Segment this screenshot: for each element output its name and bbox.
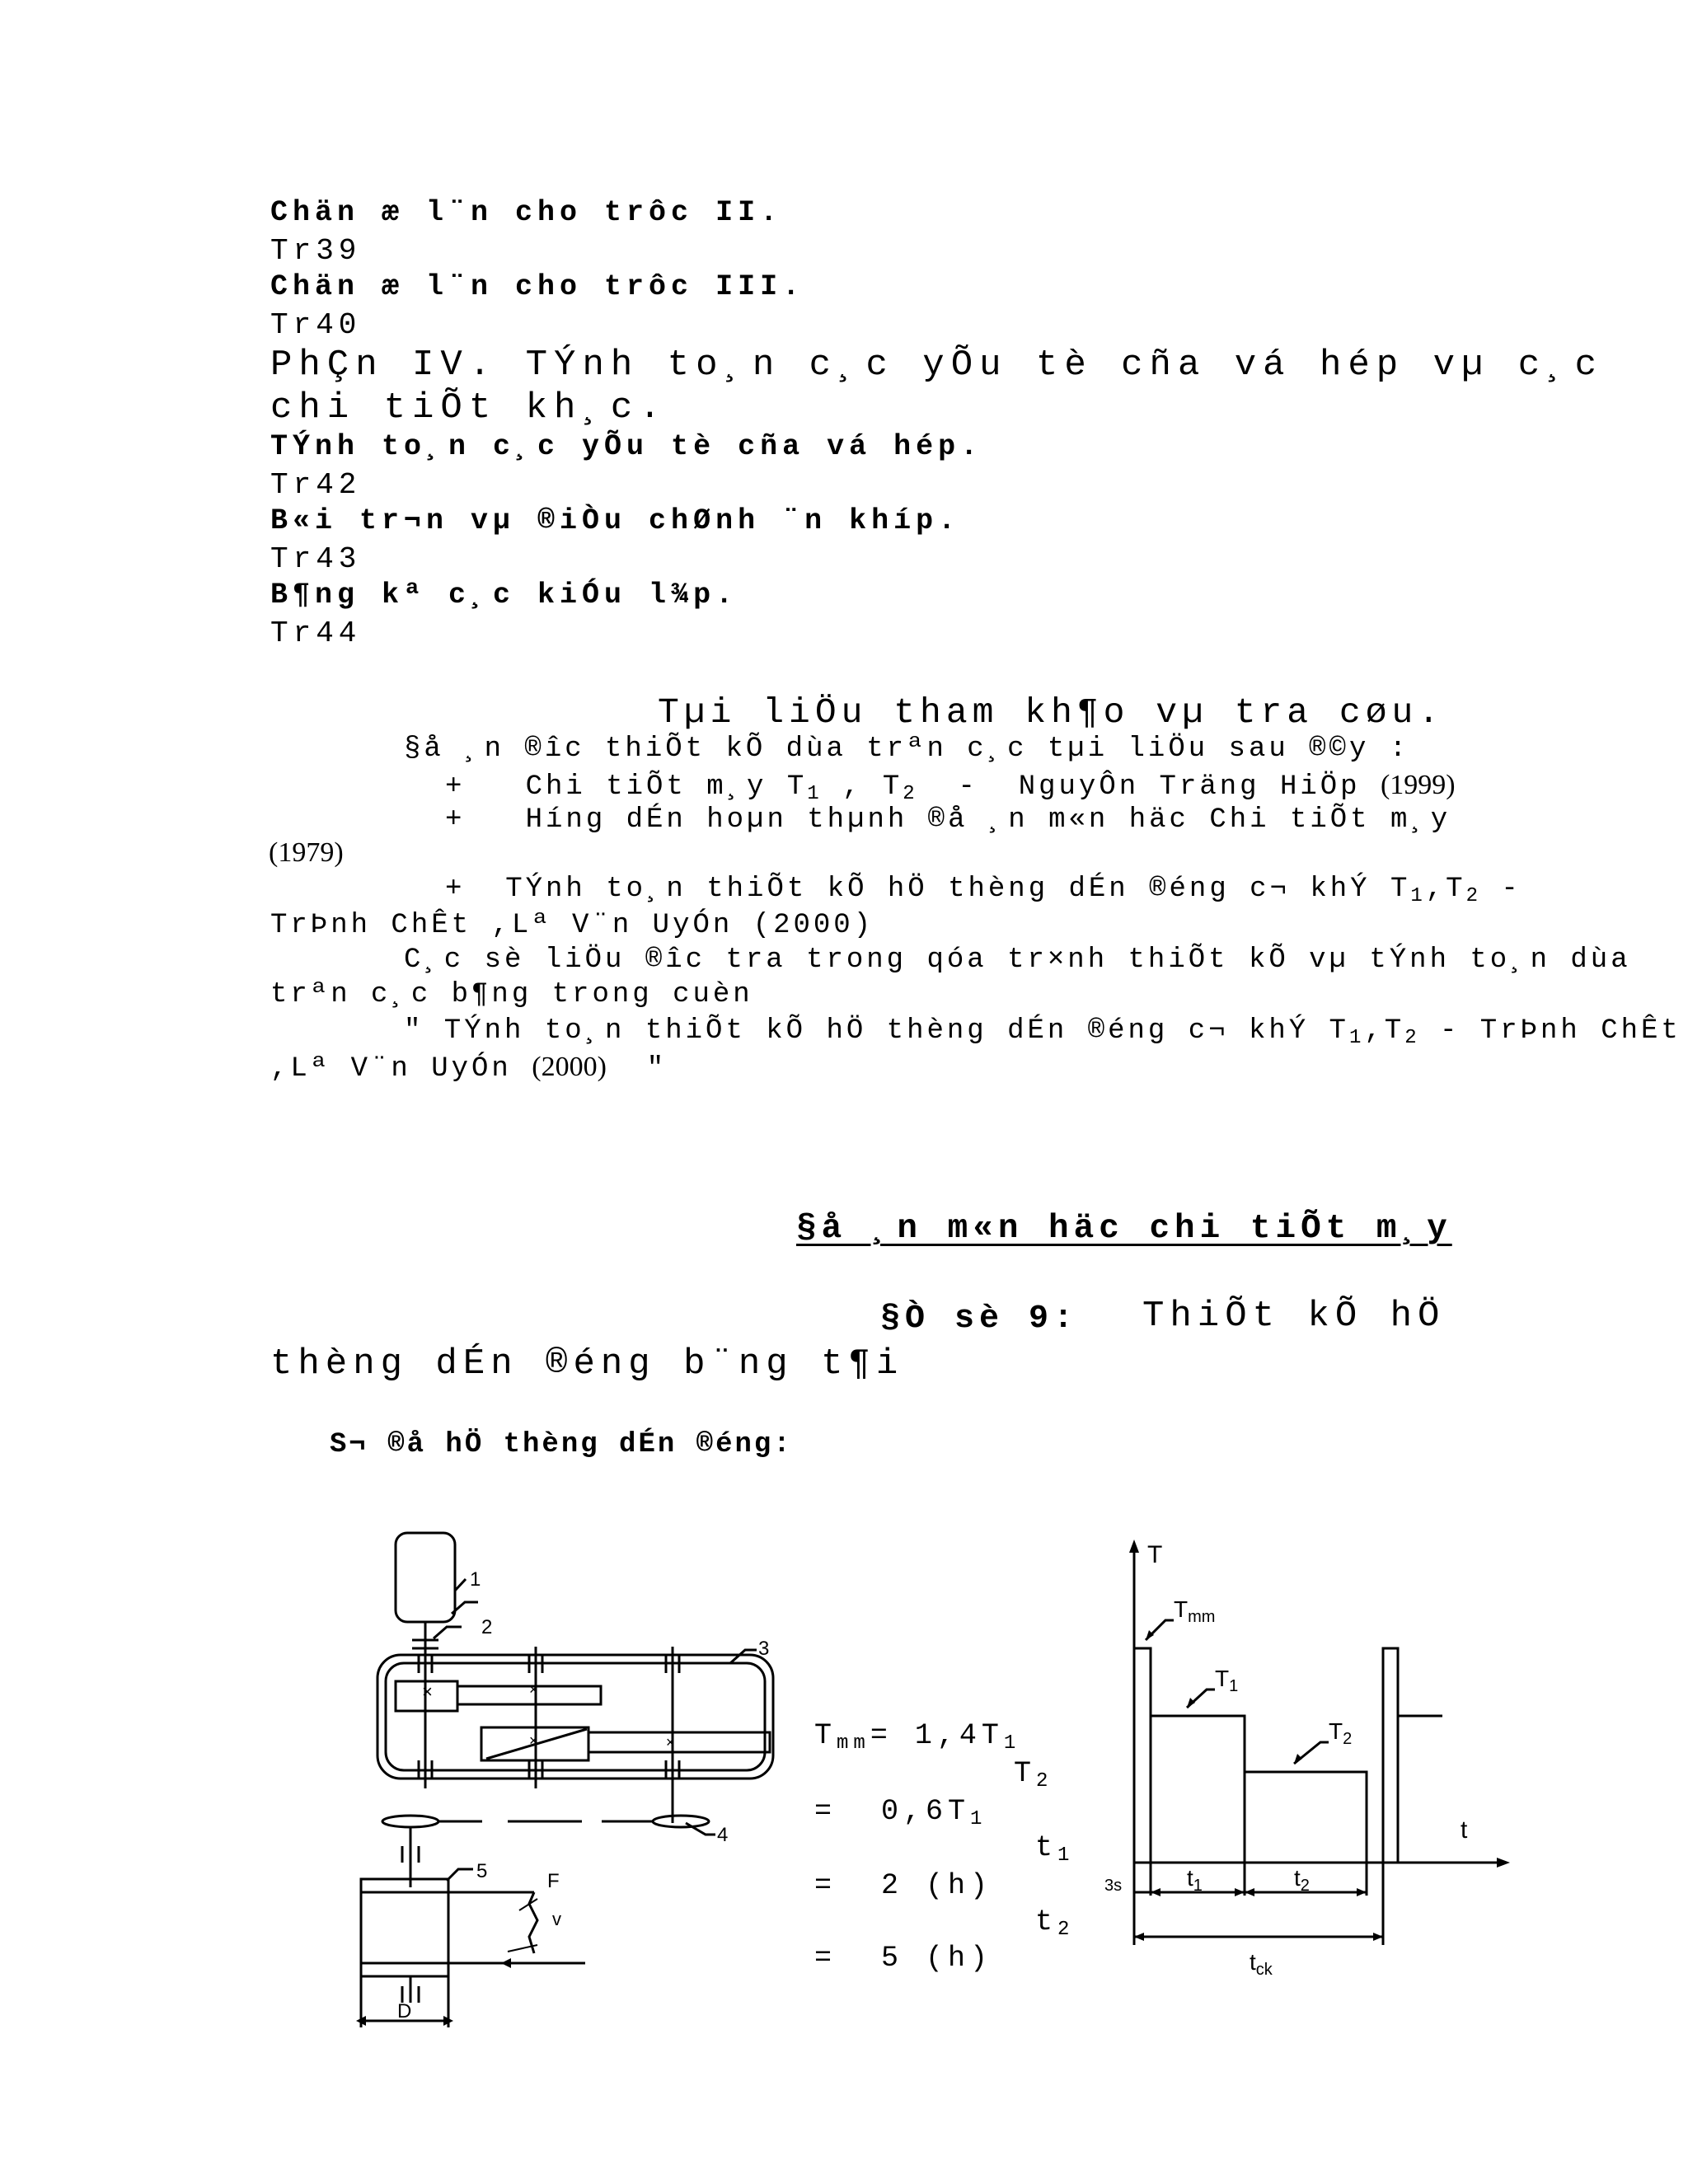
formula-tmm: $T_{mm}= 1,4T_1$ — [814, 1719, 1021, 1755]
label-4: 4 — [717, 1824, 729, 1846]
formula-t1-symbol: $t_1$ — [1035, 1831, 1075, 1867]
label-t1: $t_1$ — [1187, 1865, 1203, 1895]
load-time-graph — [1088, 1533, 1533, 1994]
drive-system-scheme — [346, 1516, 824, 2060]
label-5: 5 — [476, 1860, 488, 1882]
formula-t2-time-value: = 5 (h) — [814, 1942, 993, 1975]
toc-page-42: Tr42 — [270, 468, 362, 502]
note-line-3: " TÝnh to¸n thiÕt kÕ hÖ thèng dÉn ®éng c¬ khÝ $T_1,T_2$ - TrÞnh ChÊt — [404, 1015, 1681, 1049]
label-T1: $T_1$ — [1215, 1666, 1239, 1695]
formula-t2-time-symbol: $t_2$ — [1035, 1905, 1075, 1941]
references-intro: §å ¸n ®îc thiÕt kÕ dùa trªn c¸c tµi liÖu sau ®©y : — [404, 733, 1410, 765]
toc-line-housing: TÝnh to¸n c¸c yÕu tè cña vá hép. — [270, 430, 983, 463]
toc-page-43: Tr43 — [270, 542, 362, 576]
toc-line-bearing-shaft-2: Chän æ l¨n cho trôc II. — [270, 196, 783, 229]
scheme-label: S¬ ®å hÖ thèng dÉn ®éng: — [330, 1429, 793, 1460]
formula-t2-value: = $0,6T_1$ — [814, 1795, 987, 1830]
gear-mark-2: × — [529, 1681, 538, 1698]
toc-page-44: Tr44 — [270, 616, 362, 650]
toc-part-4-line-1: PhÇn IV. TÝnh to¸n c¸c yÕu tè cña vá hép vµ c¸c — [270, 344, 1604, 386]
label-speed-v: v — [552, 1909, 561, 1929]
axis-t-label: t — [1461, 1816, 1468, 1844]
toc-line-bearing-shaft-3: Chän æ l¨n cho trôc III. — [270, 270, 805, 303]
note-line-1: C¸c sè liÖu ®îc tra trong qóa tr×nh thiÕt kÕ vµ tÝnh to¸n dùa — [404, 944, 1631, 976]
note-line-2: trªn c¸c b¶ng trong cuèn — [270, 979, 753, 1010]
label-Tmm: $T_{mm}$ — [1174, 1596, 1216, 1626]
toc-page-40: Tr40 — [270, 308, 362, 342]
label-3: 3 — [758, 1638, 770, 1660]
formula-t1-value: = 2 (h) — [814, 1869, 993, 1902]
label-tck: $t_{ck}$ — [1250, 1949, 1273, 1979]
reference-3-line-2: TrÞnh ChÊt ,Lª V¨n UyÓn (2000) — [270, 910, 874, 941]
reference-2-year: (1979) — [269, 837, 344, 868]
label-T2: $T_2$ — [1329, 1718, 1353, 1748]
topic-title-line-1: ThiÕt kÕ hÖ — [1142, 1296, 1446, 1337]
label-force-F: F — [547, 1870, 560, 1892]
formula-t2-symbol: $T_2$ — [1014, 1757, 1053, 1793]
references-title: Tµi liÖu tham kh¶o vµ tra cøu. — [658, 692, 1445, 733]
reference-2: + Híng dÉn hoµn thµnh ®å ¸n m«n häc Chi tiÕt m¸y — [445, 804, 1451, 836]
project-title: §å ¸n m«n häc chi tiÕt m¸y — [796, 1210, 1452, 1248]
toc-page-39: Tr39 — [270, 234, 362, 268]
motor-shape — [396, 1533, 455, 1622]
label-diameter-D: D — [397, 2000, 412, 2022]
label-1: 1 — [470, 1568, 481, 1591]
note-line-4: ,Lª V¨n UyÓn (2000) " — [270, 1052, 668, 1085]
topic-label: §Ò sè 9: — [880, 1301, 1079, 1338]
toc-line-fits-table: B¶ng kª c¸c kiÓu l¾p. — [270, 579, 738, 612]
topic-title-line-2: thèng dÉn ®éng b¨ng t¶i — [270, 1343, 904, 1385]
axis-T-label: T — [1147, 1541, 1163, 1568]
gear-mark-3: × — [529, 1732, 538, 1749]
toc-line-lubrication: B«i tr¬n vµ ®iÒu chØnh ¨n khíp. — [270, 504, 961, 537]
toc-part-4-line-2: chi tiÕt kh¸c. — [270, 387, 668, 429]
label-2: 2 — [481, 1616, 493, 1638]
gear-mark-1: × — [422, 1681, 433, 1702]
label-3s: 3s — [1104, 1877, 1123, 1895]
label-t2: $t_2$ — [1294, 1865, 1310, 1895]
reference-1: + Chi tiÕt m¸y $T_1$ , $T_2$ - NguyÔn Träng HiÖp (1999) — [445, 770, 1456, 805]
reference-3-line-1: + TÝnh to¸n thiÕt kÕ hÖ thèng dÉn ®éng c¬ khÝ $T_1,T_2$ - — [445, 874, 1522, 907]
gear-mark-4: × — [666, 1734, 675, 1750]
